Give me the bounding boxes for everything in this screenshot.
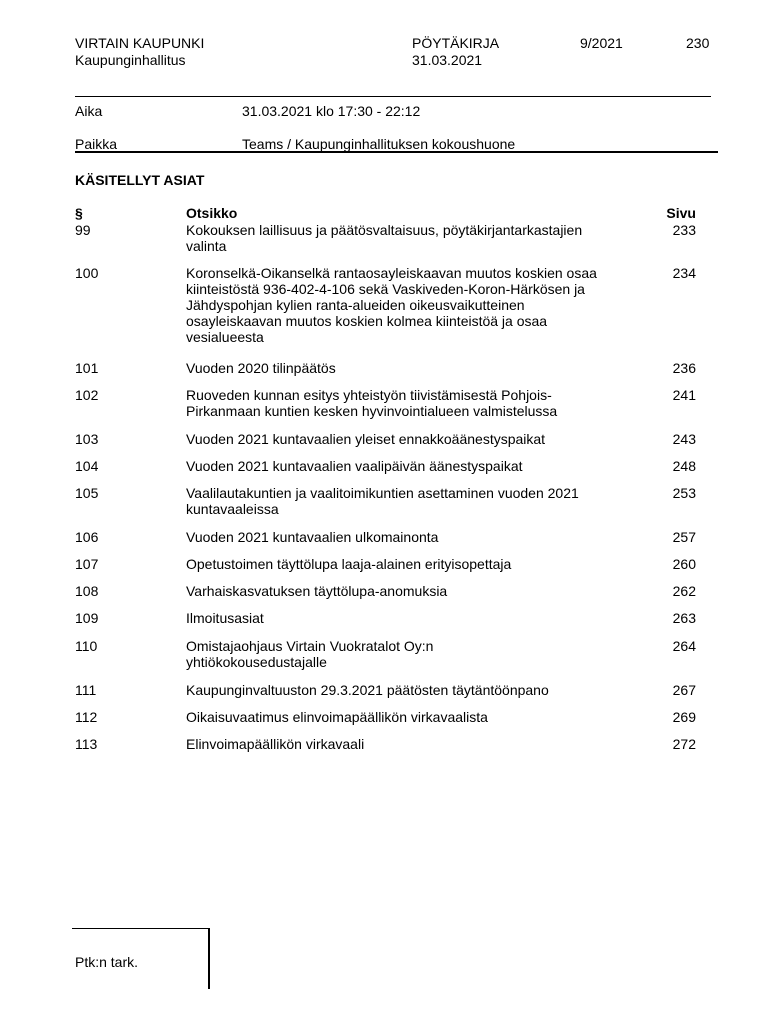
item-title: Opetustoimen täyttölupa laaja-alainen erityisopettaja xyxy=(186,556,512,572)
item-title: Koronselkä-Oikanselkä rantaosayleiskaavan muutos koskien osaa kiinteistöstä 936-402-4-106 sekä Vaskiveden-Koron-Härkösen ja Jähdyspohjan kylien ranta-alueiden oikeusvaikutteinen osayleiskaavan muutos koskien kolmea kiinteistöä ja osaa vesialueesta xyxy=(186,265,597,345)
item-title: Omistajaohjaus Virtain Vuokratalot Oy:n yhtiökokousedustajalle xyxy=(186,638,434,670)
item-page: 264 xyxy=(672,638,696,654)
item-title: Oikaisuvaatimus elinvoimapäällikön virkavaalista xyxy=(186,709,488,725)
item-page: 236 xyxy=(672,360,696,376)
item-page: 241 xyxy=(672,387,696,403)
column-header-page: Sivu xyxy=(666,205,696,221)
meta-divider xyxy=(75,151,718,153)
body-name: Kaupunginhallitus xyxy=(75,52,186,68)
item-title: Ruoveden kunnan esitys yhteistyön tiivistämisestä Pohjois-Pirkanmaan kuntien kesken hyvinvointialueen valmistelussa xyxy=(186,387,558,419)
doc-date: 31.03.2021 xyxy=(412,52,483,68)
item-page: 262 xyxy=(672,583,696,599)
item-title: Vaalilautakuntien ja vaalitoimikuntien asettaminen vuoden 2021 kuntavaaleissa xyxy=(186,485,579,517)
item-title: Vuoden 2020 tilinpäätös xyxy=(186,360,336,376)
page-number: 230 xyxy=(686,35,710,51)
item-page: 257 xyxy=(672,529,696,545)
item-num: 110 xyxy=(75,638,98,654)
item-title: Kokouksen laillisuus ja päätösvaltaisuus, pöytäkirjantarkastajien valinta xyxy=(186,222,583,254)
item-num: 113 xyxy=(75,736,98,752)
item-num: 109 xyxy=(75,610,99,626)
item-num: 104 xyxy=(75,458,99,474)
time-value: 31.03.2021 klo 17:30 - 22:12 xyxy=(242,103,421,119)
item-page: 234 xyxy=(672,265,696,281)
header-divider xyxy=(75,96,711,97)
item-title: Kaupunginvaltuuston 29.3.2021 päätösten täytäntöönpano xyxy=(186,682,549,698)
place-value: Teams / Kaupunginhallituksen kokoushuone xyxy=(242,136,516,152)
item-num: 101 xyxy=(75,360,99,376)
item-num: 111 xyxy=(75,682,97,698)
item-title: Vuoden 2021 kuntavaalien ulkomainonta xyxy=(186,529,439,545)
item-title: Ilmoitusasiat xyxy=(186,610,264,626)
column-header-num: § xyxy=(75,205,83,221)
item-page: 260 xyxy=(672,556,696,572)
item-num: 106 xyxy=(75,529,99,545)
item-page: 248 xyxy=(672,458,696,474)
item-title: Vuoden 2021 kuntavaalien vaalipäivän äänestyspaikat xyxy=(186,458,523,474)
item-num: 100 xyxy=(75,265,99,281)
signature-label: Ptk:n tark. xyxy=(75,954,139,970)
doc-type: PÖYTÄKIRJA xyxy=(412,35,500,51)
item-page: 269 xyxy=(672,709,696,725)
item-page: 272 xyxy=(672,736,696,752)
item-title: Vuoden 2021 kuntavaalien yleiset ennakkoäänestyspaikat xyxy=(186,431,546,447)
item-page: 243 xyxy=(672,431,696,447)
item-page: 267 xyxy=(672,682,696,698)
column-header-title: Otsikko xyxy=(186,205,238,221)
item-page: 263 xyxy=(672,610,696,626)
item-title: Varhaiskasvatuksen täyttölupa-anomuksia xyxy=(186,583,448,599)
item-num: 108 xyxy=(75,583,99,599)
item-title: Elinvoimapäällikön virkavaali xyxy=(186,736,365,752)
place-label: Paikka xyxy=(75,136,118,152)
item-page: 253 xyxy=(672,485,696,501)
item-num: 103 xyxy=(75,431,99,447)
org-name: VIRTAIN KAUPUNKI xyxy=(75,35,205,51)
time-label: Aika xyxy=(75,103,103,119)
item-num: 102 xyxy=(75,387,99,403)
section-title: KÄSITELLYT ASIAT xyxy=(75,172,205,188)
item-num: 112 xyxy=(75,709,98,725)
item-num: 99 xyxy=(75,222,91,238)
item-page: 233 xyxy=(672,222,696,238)
item-num: 107 xyxy=(75,556,99,572)
doc-number: 9/2021 xyxy=(580,35,623,51)
item-num: 105 xyxy=(75,485,99,501)
